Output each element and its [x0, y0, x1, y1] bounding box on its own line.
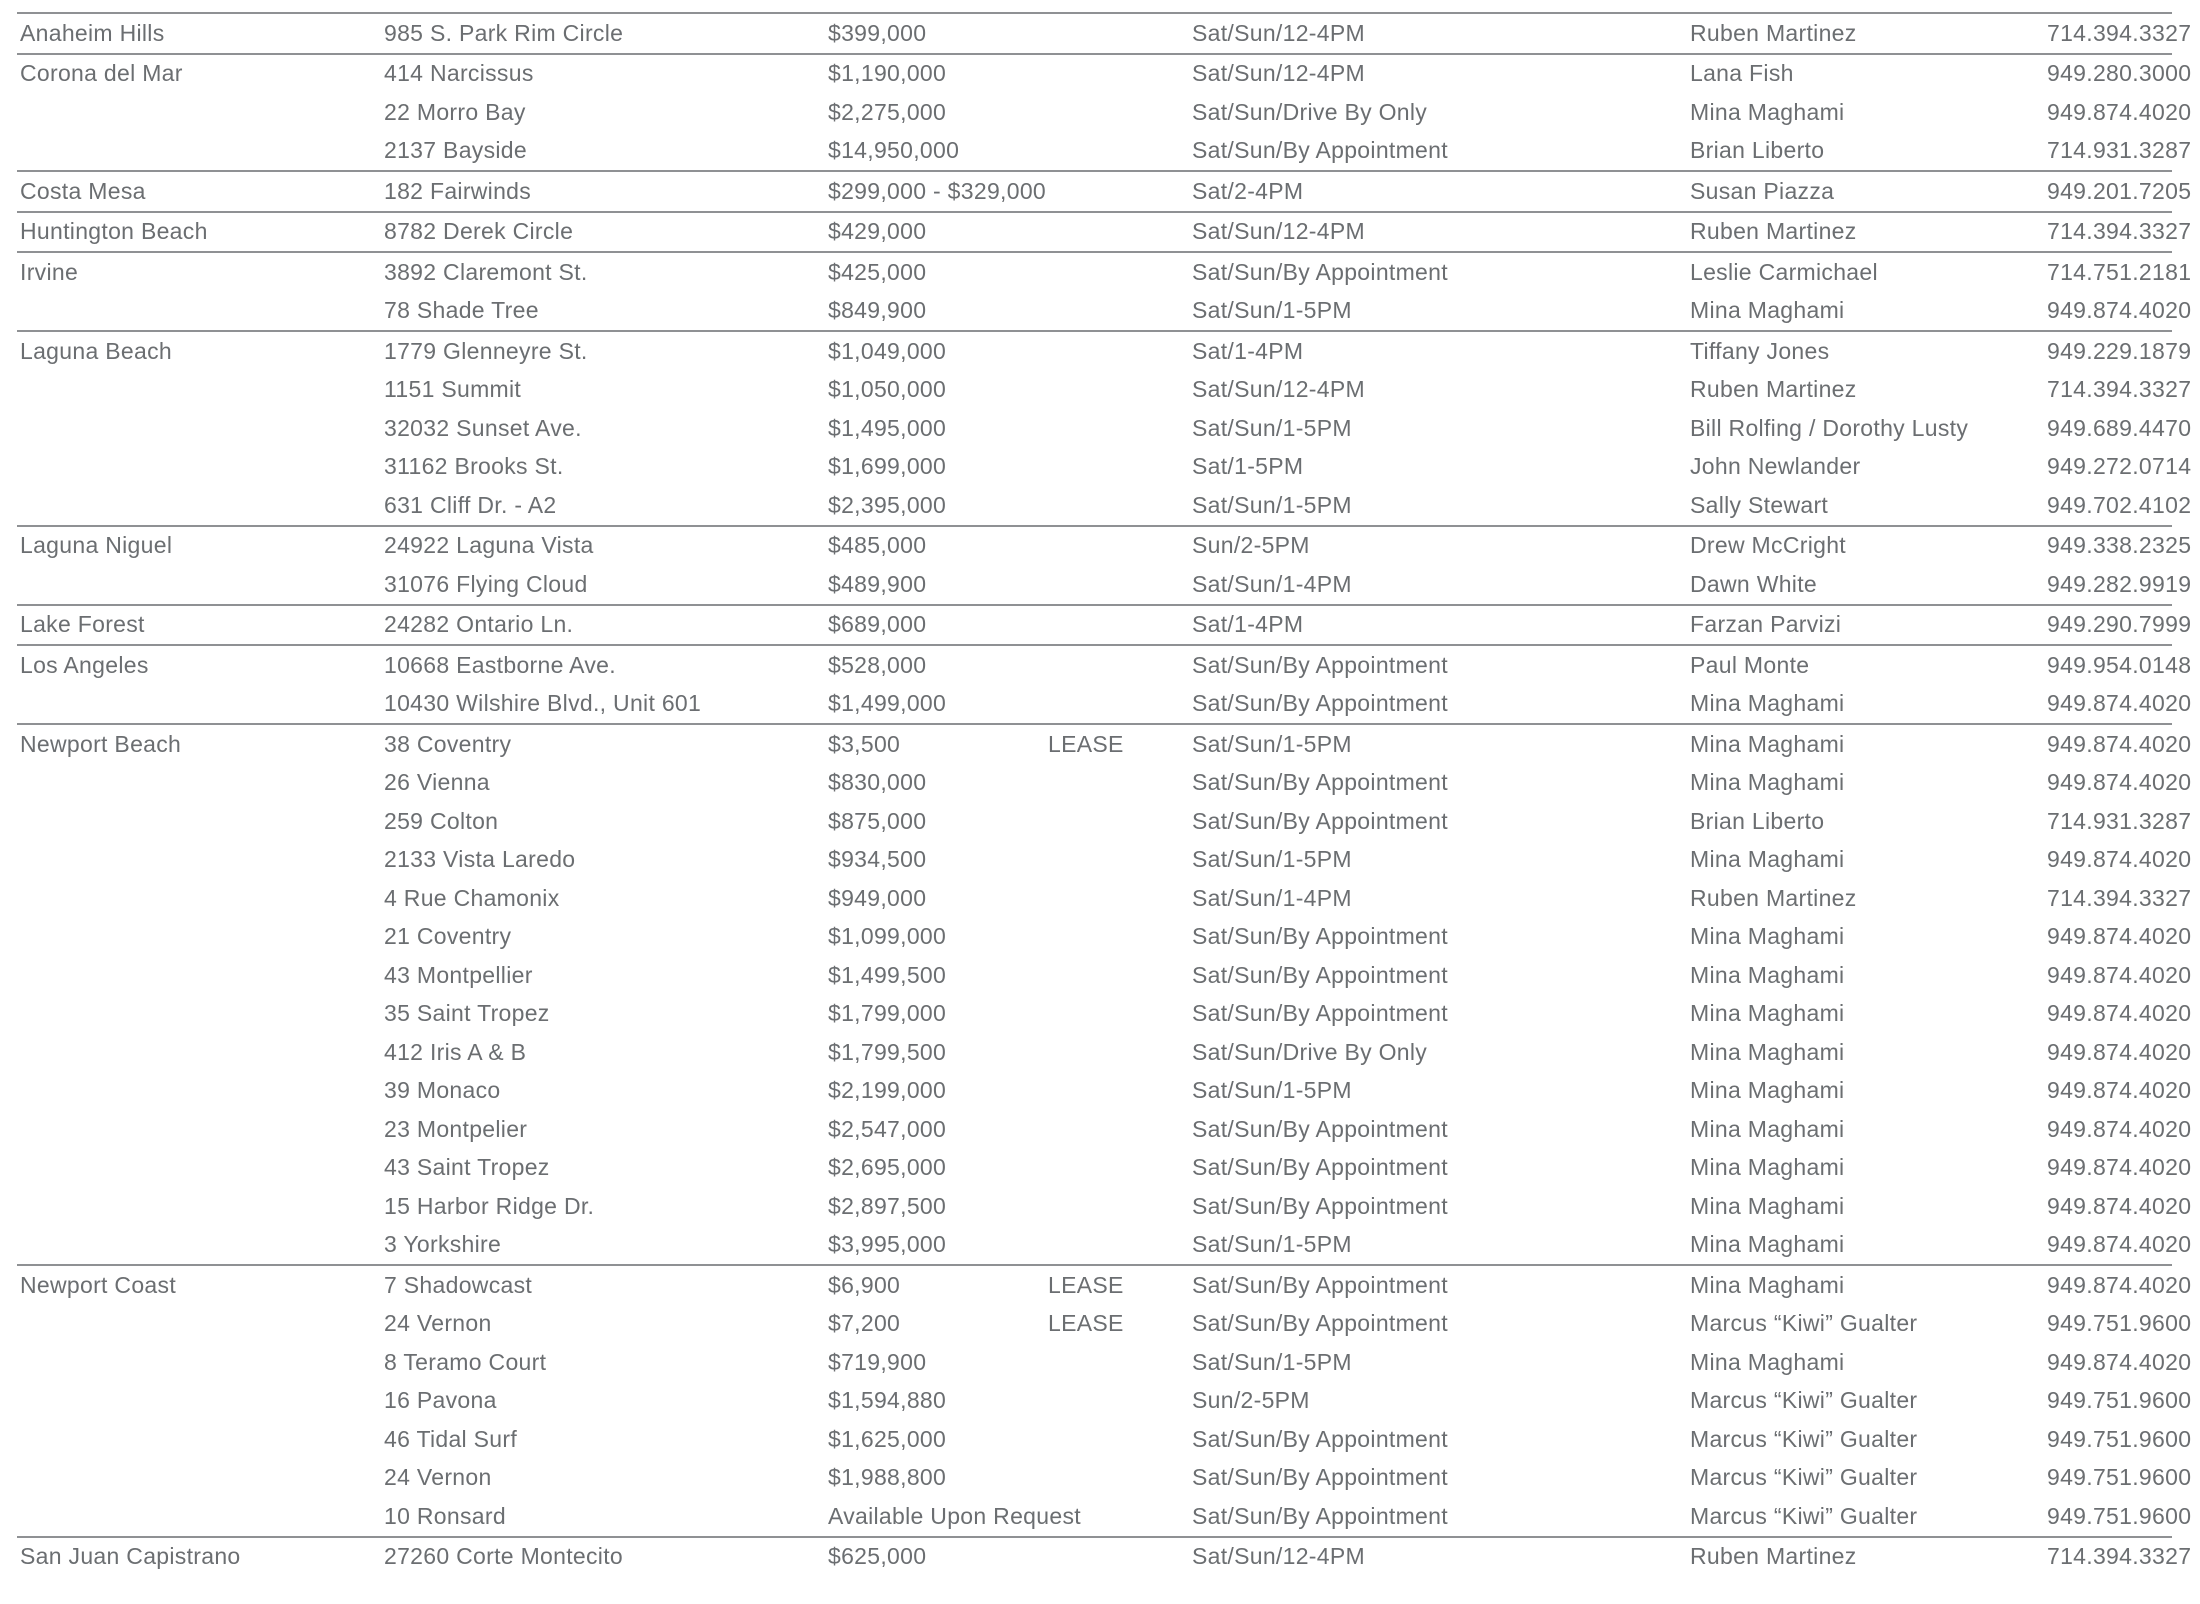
listing-row [17, 1072, 2192, 1111]
address-cell: 43 Montpellier [384, 961, 533, 988]
address-cell: 412 Iris A & B [384, 1038, 527, 1065]
listing-row [17, 1538, 2192, 1577]
listing-row [17, 1459, 2192, 1498]
price-cell: $1,495,000 [828, 414, 947, 441]
price-cell: $2,395,000 [828, 491, 947, 518]
listing-row [17, 918, 2192, 957]
agent-cell: Marcus “Kiwi” Gualter [1690, 1464, 1918, 1491]
listing-row [17, 132, 2192, 171]
price-cell: $299,000 - $329,000 [828, 177, 1047, 204]
listing-row [17, 1343, 2192, 1382]
times-cell: Sat/Sun/1-4PM [1192, 884, 1352, 911]
city-group [17, 644, 2192, 723]
times-cell: Sat/Sun/Drive By Only [1192, 98, 1428, 125]
agent-cell: Sally Stewart [1690, 491, 1829, 518]
phone-cell: 949.874.4020 [2047, 1192, 2192, 1219]
address-cell: 16 Pavona [384, 1387, 497, 1414]
phone-cell: 949.874.4020 [2047, 730, 2192, 757]
times-cell: Sat/Sun/By Appointment [1192, 1310, 1448, 1337]
times-cell: Sat/Sun/By Appointment [1192, 690, 1448, 717]
address-cell: 21 Coventry [384, 923, 512, 950]
listing-row [17, 172, 2192, 211]
listing-row [17, 292, 2192, 331]
listing-row [17, 486, 2192, 525]
city-cell: Laguna Beach [20, 337, 172, 364]
times-cell: Sat/Sun/1-4PM [1192, 570, 1352, 597]
times-cell: Sat/Sun/12-4PM [1192, 19, 1365, 46]
listing-row [17, 1305, 2192, 1344]
listing-row [17, 956, 2192, 995]
agent-cell: Mina Maghami [1690, 1231, 1845, 1258]
times-cell: Sat/Sun/1-5PM [1192, 491, 1352, 518]
city-group [17, 211, 2192, 252]
agent-cell: Dawn White [1690, 570, 1817, 597]
address-cell: 631 Cliff Dr. - A2 [384, 491, 557, 518]
agent-cell: Marcus “Kiwi” Gualter [1690, 1425, 1918, 1452]
phone-cell: 949.874.4020 [2047, 1000, 2192, 1027]
listing-row [17, 995, 2192, 1034]
phone-cell: 949.229.1879 [2047, 337, 2192, 364]
agent-cell: Mina Maghami [1690, 1154, 1845, 1181]
agent-cell: Marcus “Kiwi” Gualter [1690, 1387, 1918, 1414]
address-cell: 8782 Derek Circle [384, 218, 574, 245]
agent-cell: Bill Rolfing / Dorothy Lusty [1690, 414, 1969, 441]
address-cell: 3 Yorkshire [384, 1231, 502, 1258]
city-group [17, 525, 2192, 604]
address-cell: 31162 Brooks St. [384, 453, 564, 480]
listing-row [17, 1266, 2192, 1305]
address-cell: 2133 Vista Laredo [384, 846, 576, 873]
phone-cell: 949.751.9600 [2047, 1464, 2192, 1491]
agent-cell: Marcus “Kiwi” Gualter [1690, 1502, 1918, 1529]
listing-row [17, 93, 2192, 132]
listing-row [17, 371, 2192, 410]
phone-cell: 949.272.0714 [2047, 453, 2192, 480]
agent-cell: Ruben Martinez [1690, 1543, 1857, 1570]
times-cell: Sat/Sun/1-5PM [1192, 1231, 1352, 1258]
phone-cell: 949.874.4020 [2047, 690, 2192, 717]
lease-badge: LEASE [1048, 1310, 1124, 1337]
listing-row [17, 1149, 2192, 1188]
price-cell: $485,000 [828, 532, 927, 559]
phone-cell: 949.689.4470 [2047, 414, 2192, 441]
price-cell: $849,900 [828, 297, 927, 324]
listing-row [17, 527, 2192, 566]
price-cell: $1,988,800 [828, 1464, 947, 1491]
address-cell: 1779 Glenneyre St. [384, 337, 588, 364]
address-cell: 2137 Bayside [384, 137, 527, 164]
price-cell: $14,950,000 [828, 137, 960, 164]
times-cell: Sat/Sun/1-5PM [1192, 1348, 1352, 1375]
city-group [17, 12, 2192, 53]
times-cell: Sat/Sun/1-5PM [1192, 846, 1352, 873]
agent-cell: Mina Maghami [1690, 1192, 1845, 1219]
agent-cell: Brian Liberto [1690, 807, 1825, 834]
price-cell: $2,275,000 [828, 98, 947, 125]
price-cell: $489,900 [828, 570, 927, 597]
address-cell: 22 Morro Bay [384, 98, 526, 125]
phone-cell: 949.201.7205 [2047, 177, 2192, 204]
price-cell: $3,995,000 [828, 1231, 947, 1258]
agent-cell: Farzan Parvizi [1690, 611, 1842, 638]
city-cell: Newport Beach [20, 730, 182, 757]
city-cell: Anaheim Hills [20, 19, 165, 46]
phone-cell: 949.874.4020 [2047, 1348, 2192, 1375]
address-cell: 78 Shade Tree [384, 297, 539, 324]
times-cell: Sun/2-5PM [1192, 532, 1310, 559]
address-cell: 39 Monaco [384, 1077, 501, 1104]
times-cell: Sat/Sun/By Appointment [1192, 1115, 1448, 1142]
listing-row [17, 764, 2192, 803]
address-cell: 10430 Wilshire Blvd., Unit 601 [384, 690, 702, 717]
agent-cell: Tiffany Jones [1690, 337, 1830, 364]
address-cell: 1151 Summit [384, 376, 522, 403]
times-cell: Sun/2-5PM [1192, 1387, 1310, 1414]
address-cell: 31076 Flying Cloud [384, 570, 588, 597]
address-cell: 24282 Ontario Ln. [384, 611, 574, 638]
times-cell: Sat/Sun/By Appointment [1192, 651, 1448, 678]
phone-cell: 949.280.3000 [2047, 60, 2192, 87]
agent-cell: Ruben Martinez [1690, 19, 1857, 46]
agent-cell: Mina Maghami [1690, 1038, 1845, 1065]
price-cell: $399,000 [828, 19, 927, 46]
price-cell: $7,200 [828, 1310, 901, 1337]
agent-cell: Mina Maghami [1690, 690, 1845, 717]
address-cell: 24922 Laguna Vista [384, 532, 594, 559]
price-cell: $830,000 [828, 769, 927, 796]
listing-row [17, 55, 2192, 94]
times-cell: Sat/Sun/1-5PM [1192, 297, 1352, 324]
phone-cell: 949.751.9600 [2047, 1387, 2192, 1414]
phone-cell: 949.874.4020 [2047, 1271, 2192, 1298]
phone-cell: 949.874.4020 [2047, 961, 2192, 988]
agent-cell: Mina Maghami [1690, 923, 1845, 950]
price-cell: $2,897,500 [828, 1192, 947, 1219]
agent-cell: Mina Maghami [1690, 1077, 1845, 1104]
phone-cell: 949.338.2325 [2047, 532, 2192, 559]
listing-row [17, 802, 2192, 841]
city-group [17, 53, 2192, 171]
address-cell: 38 Coventry [384, 730, 512, 757]
address-cell: 10668 Eastborne Ave. [384, 651, 616, 678]
phone-cell: 949.954.0148 [2047, 651, 2192, 678]
times-cell: Sat/Sun/By Appointment [1192, 1192, 1448, 1219]
times-cell: Sat/Sun/By Appointment [1192, 137, 1448, 164]
times-cell: Sat/1-4PM [1192, 337, 1304, 364]
address-cell: 46 Tidal Surf [384, 1425, 518, 1452]
phone-cell: 949.702.4102 [2047, 491, 2192, 518]
address-cell: 23 Montpelier [384, 1115, 528, 1142]
agent-cell: Lana Fish [1690, 60, 1794, 87]
agent-cell: Leslie Carmichael [1690, 258, 1878, 285]
price-cell: $689,000 [828, 611, 927, 638]
phone-cell: 949.751.9600 [2047, 1310, 2192, 1337]
address-cell: 259 Colton [384, 807, 499, 834]
agent-cell: Mina Maghami [1690, 1348, 1845, 1375]
price-cell: $3,500 [828, 730, 901, 757]
times-cell: Sat/Sun/12-4PM [1192, 1543, 1365, 1570]
address-cell: 26 Vienna [384, 769, 490, 796]
price-cell: $1,499,500 [828, 961, 947, 988]
address-cell: 3892 Claremont St. [384, 258, 588, 285]
price-cell: $528,000 [828, 651, 927, 678]
phone-cell: 949.282.9919 [2047, 570, 2192, 597]
price-cell: $1,190,000 [828, 60, 947, 87]
listing-row [17, 841, 2192, 880]
times-cell: Sat/Sun/1-5PM [1192, 1077, 1352, 1104]
price-cell: $1,594,880 [828, 1387, 947, 1414]
listing-row [17, 646, 2192, 685]
times-cell: Sat/Sun/1-5PM [1192, 730, 1352, 757]
agent-cell: Mina Maghami [1690, 1271, 1845, 1298]
agent-cell: Marcus “Kiwi” Gualter [1690, 1310, 1918, 1337]
listing-row [17, 253, 2192, 292]
phone-cell: 949.751.9600 [2047, 1425, 2192, 1452]
listing-row [17, 14, 2192, 53]
city-group [17, 604, 2192, 645]
address-cell: 24 Vernon [384, 1464, 492, 1491]
city-group [17, 251, 2192, 330]
city-cell: Lake Forest [20, 611, 145, 638]
phone-cell: 714.394.3327 [2047, 218, 2192, 245]
lease-badge: LEASE [1048, 730, 1124, 757]
city-cell: San Juan Capistrano [20, 1543, 241, 1570]
price-cell: $1,050,000 [828, 376, 947, 403]
times-cell: Sat/Sun/By Appointment [1192, 807, 1448, 834]
listing-row [17, 879, 2192, 918]
phone-cell: 714.931.3287 [2047, 137, 2192, 164]
listing-row [17, 1187, 2192, 1226]
agent-cell: Mina Maghami [1690, 297, 1845, 324]
listing-row [17, 1420, 2192, 1459]
address-cell: 7 Shadowcast [384, 1271, 533, 1298]
times-cell: Sat/2-4PM [1192, 177, 1304, 204]
phone-cell: 714.394.3327 [2047, 1543, 2192, 1570]
listing-row [17, 1110, 2192, 1149]
listing-row [17, 606, 2192, 645]
times-cell: Sat/Sun/By Appointment [1192, 1425, 1448, 1452]
listing-row [17, 1226, 2192, 1265]
times-cell: Sat/1-5PM [1192, 453, 1304, 480]
address-cell: 43 Saint Tropez [384, 1154, 550, 1181]
phone-cell: 714.394.3327 [2047, 376, 2192, 403]
address-cell: 414 Narcissus [384, 60, 534, 87]
price-cell: $2,199,000 [828, 1077, 947, 1104]
agent-cell: Mina Maghami [1690, 846, 1845, 873]
agent-cell: John Newlander [1690, 453, 1861, 480]
phone-cell: 949.874.4020 [2047, 923, 2192, 950]
agent-cell: Mina Maghami [1690, 1115, 1845, 1142]
city-cell: Irvine [20, 258, 79, 285]
address-cell: 15 Harbor Ridge Dr. [384, 1192, 595, 1219]
open-house-table [17, 12, 2192, 1576]
listing-row [17, 1382, 2192, 1421]
address-cell: 4 Rue Chamonix [384, 884, 560, 911]
price-cell: $1,099,000 [828, 923, 947, 950]
address-cell: 24 Vernon [384, 1310, 492, 1337]
price-cell: $2,547,000 [828, 1115, 947, 1142]
phone-cell: 949.874.4020 [2047, 98, 2192, 125]
listing-row [17, 1033, 2192, 1072]
price-cell: $429,000 [828, 218, 927, 245]
address-cell: 985 S. Park Rim Circle [384, 19, 624, 46]
price-cell: $1,049,000 [828, 337, 947, 364]
phone-cell: 949.874.4020 [2047, 1231, 2192, 1258]
times-cell: Sat/Sun/1-5PM [1192, 414, 1352, 441]
listing-row [17, 332, 2192, 371]
city-group [17, 330, 2192, 525]
price-cell: $625,000 [828, 1543, 927, 1570]
phone-cell: 714.751.2181 [2047, 258, 2192, 285]
city-cell: Los Angeles [20, 651, 149, 678]
listing-row [17, 685, 2192, 724]
listing-row [17, 448, 2192, 487]
phone-cell: 949.874.4020 [2047, 1115, 2192, 1142]
agent-cell: Mina Maghami [1690, 961, 1845, 988]
price-cell: $1,799,000 [828, 1000, 947, 1027]
agent-cell: Mina Maghami [1690, 730, 1845, 757]
address-cell: 32032 Sunset Ave. [384, 414, 582, 441]
times-cell: Sat/Sun/12-4PM [1192, 60, 1365, 87]
price-cell: $1,499,000 [828, 690, 947, 717]
agent-cell: Mina Maghami [1690, 98, 1845, 125]
city-cell: Huntington Beach [20, 218, 208, 245]
phone-cell: 949.874.4020 [2047, 846, 2192, 873]
price-cell: $2,695,000 [828, 1154, 947, 1181]
city-group [17, 1264, 2192, 1536]
phone-cell: 949.751.9600 [2047, 1502, 2192, 1529]
agent-cell: Ruben Martinez [1690, 218, 1857, 245]
times-cell: Sat/Sun/12-4PM [1192, 218, 1365, 245]
price-cell: $6,900 [828, 1271, 901, 1298]
phone-cell: 949.874.4020 [2047, 1154, 2192, 1181]
price-cell: $875,000 [828, 807, 927, 834]
address-cell: 8 Teramo Court [384, 1348, 547, 1375]
phone-cell: 714.394.3327 [2047, 884, 2192, 911]
lease-badge: LEASE [1048, 1271, 1124, 1298]
city-cell: Corona del Mar [20, 60, 183, 87]
price-cell: $1,799,500 [828, 1038, 947, 1065]
times-cell: Sat/Sun/By Appointment [1192, 1154, 1448, 1181]
agent-cell: Drew McCright [1690, 532, 1846, 559]
listing-row [17, 409, 2192, 448]
price-cell: Available Upon Request [828, 1502, 1081, 1529]
listing-row [17, 565, 2192, 604]
city-cell: Costa Mesa [20, 177, 146, 204]
city-group [17, 1536, 2192, 1577]
price-cell: $719,900 [828, 1348, 927, 1375]
agent-cell: Mina Maghami [1690, 769, 1845, 796]
times-cell: Sat/Sun/By Appointment [1192, 1271, 1448, 1298]
times-cell: Sat/1-4PM [1192, 611, 1304, 638]
agent-cell: Ruben Martinez [1690, 884, 1857, 911]
city-cell: Laguna Niguel [20, 532, 173, 559]
agent-cell: Brian Liberto [1690, 137, 1825, 164]
times-cell: Sat/Sun/By Appointment [1192, 1000, 1448, 1027]
phone-cell: 949.874.4020 [2047, 769, 2192, 796]
price-cell: $949,000 [828, 884, 927, 911]
city-group [17, 723, 2192, 1264]
phone-cell: 949.290.7999 [2047, 611, 2192, 638]
agent-cell: Mina Maghami [1690, 1000, 1845, 1027]
address-cell: 35 Saint Tropez [384, 1000, 550, 1027]
agent-cell: Ruben Martinez [1690, 376, 1857, 403]
listing-row [17, 213, 2192, 252]
phone-cell: 714.394.3327 [2047, 19, 2192, 46]
agent-cell: Susan Piazza [1690, 177, 1835, 204]
listing-row [17, 1497, 2192, 1536]
address-cell: 10 Ronsard [384, 1502, 506, 1529]
price-cell: $1,625,000 [828, 1425, 947, 1452]
times-cell: Sat/Sun/By Appointment [1192, 258, 1448, 285]
listing-row [17, 725, 2192, 764]
price-cell: $425,000 [828, 258, 927, 285]
address-cell: 27260 Corte Montecito [384, 1543, 623, 1570]
times-cell: Sat/Sun/12-4PM [1192, 376, 1365, 403]
phone-cell: 949.874.4020 [2047, 297, 2192, 324]
times-cell: Sat/Sun/By Appointment [1192, 1502, 1448, 1529]
times-cell: Sat/Sun/By Appointment [1192, 1464, 1448, 1491]
phone-cell: 949.874.4020 [2047, 1077, 2192, 1104]
times-cell: Sat/Sun/Drive By Only [1192, 1038, 1428, 1065]
price-cell: $1,699,000 [828, 453, 947, 480]
city-group [17, 170, 2192, 211]
phone-cell: 949.874.4020 [2047, 1038, 2192, 1065]
times-cell: Sat/Sun/By Appointment [1192, 769, 1448, 796]
city-cell: Newport Coast [20, 1271, 177, 1298]
times-cell: Sat/Sun/By Appointment [1192, 961, 1448, 988]
address-cell: 182 Fairwinds [384, 177, 532, 204]
price-cell: $934,500 [828, 846, 927, 873]
times-cell: Sat/Sun/By Appointment [1192, 923, 1448, 950]
phone-cell: 714.931.3287 [2047, 807, 2192, 834]
agent-cell: Paul Monte [1690, 651, 1810, 678]
